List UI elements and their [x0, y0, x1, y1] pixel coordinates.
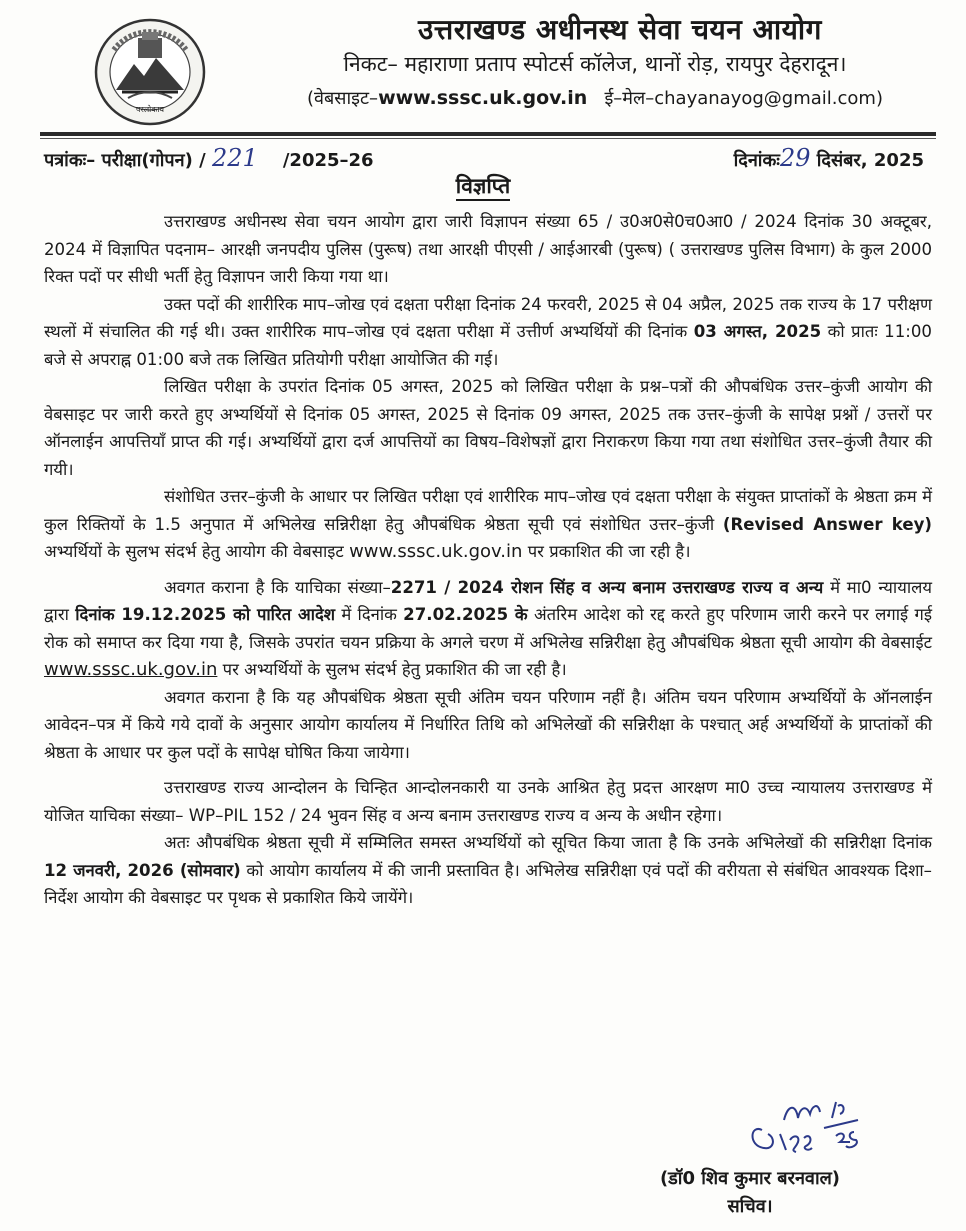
date-rest: दिसंबर, 2025	[816, 150, 924, 171]
organization-contact	[250, 86, 940, 110]
paragraph-6: अवगत कराना है कि यह औपबंधिक श्रेष्ठता सूची अंतिम चयन परिणाम नहीं है। अंतिम चयन परिणाम अभ्यर्थियों के ऑनलाईन आवेदन–पत्र में किये गये दावों के अनुसार आयोग कार्यालय में निर्धारित तिथि को अभिलेखों की सन्निरीक्षा के पश्चात् अर्ह अभ्यर्थियों के प्राप्तांकों की श्रेष्ठता के आधार पर कुल पदों के सापेक्ष घोषित किया जायेगा।	[44, 687, 932, 762]
logo-motto-text: परलोकाय	[135, 105, 165, 114]
reference-date	[734, 144, 924, 172]
notice-body	[44, 208, 932, 912]
organization-address: निकट– महाराणा प्रताप स्पोटर्स कॉलेज, थानों रोड़, रायपुर देहरादून।	[343, 52, 847, 76]
interim-order-date: 27.02.2025 के	[403, 605, 528, 624]
date-handwritten-day: 29	[779, 144, 811, 172]
website-prefix: (वेबसाइट–	[307, 88, 379, 109]
header-divider	[40, 132, 936, 136]
paragraph-5: अवगत कराना है कि याचिका संख्या–2271 / 2024 रोशन सिंह व अन्य बनाम उत्तराखण्ड राज्य व अन्य में मा0 न्यायालय द्वारा दिनांक 19.12.2025 को पारित आदेश में दिनांक 27.02.2025 के अंतरिम आदेश को रद्द करते हुए परिणाम जारी करने पर लगाई गई रोक को समाप्त कर दिया गया है, जिसके उपरांत चयन प्रक्रिया के अगले चरण में अभिलेख सन्निरीक्षा हेतु औपबंधिक श्रेष्ठता सूची आयोग की वेबसाईट www.sssc.uk.gov.in पर अभ्यर्थियों के सुलभ संदर्भ हेतु प्रकाशित की जा रही है।	[44, 577, 932, 680]
signatory-name: (डॉ0 शिव कुमार बरनवाल)	[659, 1168, 841, 1189]
reference-number	[44, 144, 374, 172]
order-date: दिनांक 19.12.2025 को पारित आदेश	[75, 605, 336, 624]
handwritten-signature	[740, 1090, 880, 1160]
verification-date: 12 जनवरी, 2026 (सोमवार)	[44, 860, 241, 880]
date-label: दिनांकः	[733, 150, 780, 171]
signatory-designation: सचिव।	[727, 1196, 773, 1217]
reference-year: /2025–26	[282, 150, 374, 171]
paragraph-1: उत्तराखण्ड अधीनस्थ सेवा चयन आयोग द्वारा जारी विज्ञापन संख्या 65 / उ0अ0से0च0आ0 / 2024 दिनांक 30 अक्टूबर, 2024 में विज्ञापित पदनाम– आरक्षी जनपदीय पुलिस (पुरूष) तथा आरक्षी पीएसी / आईआरबी (पुरूष) ( उत्तराखण्ड पुलिस विभाग) के कुल 2000 रिक्त पदों पर सीधी भर्ती हेतु विज्ञापन जारी किया गया था।	[44, 212, 932, 286]
paragraph-3: लिखित परीक्षा के उपरांत दिनांक 05 अगस्त, 2025 को लिखित परीक्षा के प्रश्न–पत्रों की औपबंधिक उत्तर–कुंजी आयोग की वेबसाइट पर जारी करते हुए अभ्यर्थियों से दिनांक 05 अगस्त, 2025 से दिनांक 09 अगस्त, 2025 तक उत्तर–कुंजी के सापेक्ष प्रश्नों / उत्तरों पर ऑनलाईन आपत्तियाँ प्राप्त की गई। अभ्यर्थियों द्वारा दर्ज आपत्तियों का विषय–विशेषज्ञों द्वारा निराकरण किया गया तथा संशोधित उत्तर–कुंजी तैयार की गयी।	[44, 377, 932, 479]
reference-handwritten-number: 221	[211, 144, 258, 172]
website-text: www.sssc.uk.gov.in	[378, 87, 588, 109]
paragraph-7: उत्तराखण्ड राज्य आन्दोलन के चिन्हित आन्दोलनकारी या उनके आश्रित हेतु प्रदत्त आरक्षण मा0 उच्च न्यायालय उत्तराखण्ड में योजित याचिका संख्या– WP–PIL 152 / 24 भुवन सिंह व अन्य बनाम उत्तराखण्ड राज्य व अन्य के अधीन रहेगा।	[44, 778, 932, 825]
paragraph-2: उक्त पदों की शारीरिक माप–जोख एवं दक्षता परीक्षा दिनांक 24 फरवरी, 2025 से 04 अप्रैल, 2025 तक राज्य के 17 परीक्षण स्थलों में संचालित की गई थी। उक्त शारीरिक माप–जोख एवं दक्षता परीक्षा में उत्तीर्ण अभ्यर्थियों की दिनांक 03 अगस्त, 2025 को प्रातः 11:00 बजे से अपराह्न 01:00 बजे तक लिखित प्रतियोगी परीक्षा आयोजित की गई।	[44, 294, 932, 369]
reference-row	[44, 144, 924, 174]
commission-seal-logo	[92, 16, 208, 128]
notice-title: विज्ञप्ति	[0, 172, 966, 200]
website-link[interactable]: www.sssc.uk.gov.in	[44, 659, 218, 680]
email-text: chayanayog@gmail.com)	[654, 88, 883, 109]
email-label: ई–मेल–	[604, 88, 655, 109]
organization-name: उत्तराखण्ड अधीनस्थ सेवा चयन आयोग	[418, 13, 822, 46]
paragraph-4: संशोधित उत्तर–कुंजी के आधार पर लिखित परीक्षा एवं शारीरिक माप–जोख एवं दक्षता परीक्षा के संयुक्त प्राप्तांकों के श्रेष्ठता क्रम में कुल रिक्तियों के 1.5 अनुपात में अभिलेख सन्निरीक्षा हेतु औपबंधिक श्रेष्ठता सूची एवं संशोधित उत्तर–कुंजी (Revised Answer key) अभ्यर्थियों के सुलभ संदर्भ हेतु आयोग की वेबसाइट www.sssc.uk.gov.in पर प्रकाशित की जा रही है।	[44, 487, 932, 562]
reference-label: पत्रांकः– परीक्षा(गोपन) /	[44, 150, 206, 171]
exam-date: 03 अगस्त, 2025	[693, 322, 822, 341]
header-divider-thin	[40, 138, 936, 139]
paragraph-8: अतः औपबंधिक श्रेष्ठता सूची में सम्मिलित समस्त अभ्यर्थियों को सूचित किया जाता है कि उनके अभिलेखों की सन्निरीक्षा दिनांक 12 जनवरी, 2026 (सोमवार) को आयोग कार्यालय में की जानी प्रस्तावित है। अभिलेख सन्निरीक्षा एवं पदों की वरीयता से संबंधित आवश्यक दिशा–निर्देश आयोग की वेबसाइट पर पृथक से प्रकाशित किये जायेंगे।	[44, 833, 932, 907]
revised-answer-key: (Revised Answer key)	[722, 514, 932, 534]
signatory-block	[600, 1165, 900, 1221]
petition-number: 2271 / 2024 रोशन सिंह व अन्य बनाम उत्तराखण्ड राज्य व अन्य	[390, 577, 824, 597]
website-inline: www.sssc.uk.gov.in	[349, 541, 523, 562]
